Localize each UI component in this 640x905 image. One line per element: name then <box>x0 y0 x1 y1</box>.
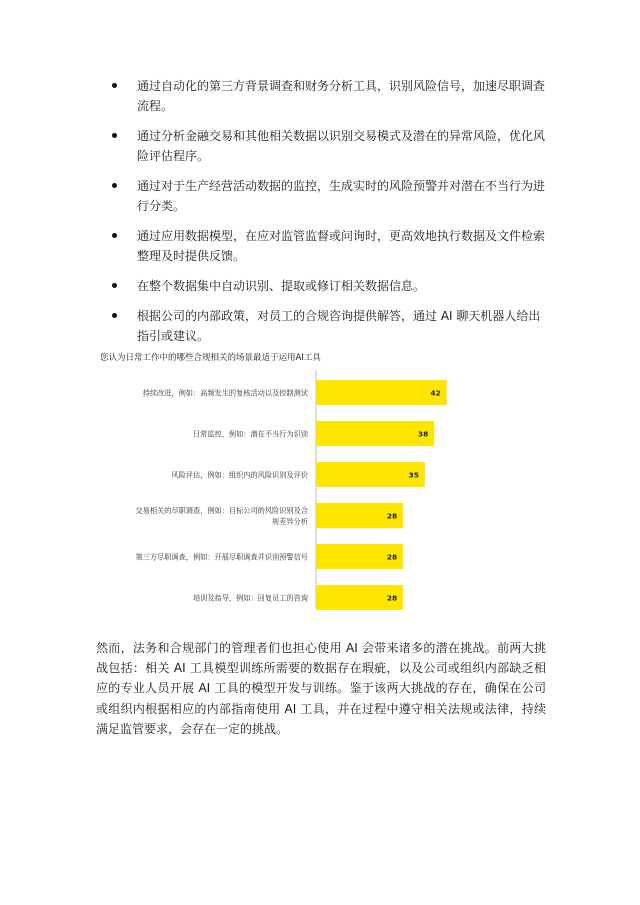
bullet-dot <box>112 313 117 318</box>
list-item <box>112 76 552 116</box>
chart-data-label: 28 <box>386 511 398 521</box>
chart-bar <box>316 380 447 405</box>
bullet-dot <box>112 183 117 188</box>
chart-data-label: 38 <box>417 429 429 439</box>
list-item-text: 通过分析金融交易和其他相关数据以识别交易模式及潜在的异常风险，优化风险评估程序。 <box>137 129 546 163</box>
list-item <box>112 306 552 346</box>
bullet-dot <box>112 283 117 288</box>
list-item-text: 通过对于生产经营活动数据的监控，生成实时的风险预警并对潜在不当行为进行分类。 <box>137 179 546 213</box>
list-item <box>112 176 552 216</box>
chart-category-label: 风险评估，例如：组织内的风险识别及评价 <box>171 470 308 480</box>
chart-data-label: 35 <box>408 470 419 480</box>
list-item-text: 根据公司的内部政策，对员工的合规咨询提供解答，通过 AI 聊天机器人给出指引或建议。 <box>137 309 541 343</box>
list-item <box>112 126 552 166</box>
chart-bar <box>316 421 434 446</box>
chart-category-label: 培训及指导，例如：回复员工的咨询 <box>192 593 308 603</box>
bullet-dot <box>112 133 117 138</box>
chart-title: 您认为日常工作中的哪些合规相关的场景最适于运用AI工具 <box>100 353 321 363</box>
chart-category-label: 交易相关的尽职调查，例如：目标公司的风险识别及合 <box>135 506 308 515</box>
chart-category-label: 日常监控，例如：潜在不当行为识别 <box>192 429 308 439</box>
list-item-text: 在整个数据集中自动识别、提取或修订相关数据信息。 <box>137 279 426 293</box>
list-item <box>112 276 552 296</box>
list-item <box>112 226 552 266</box>
bullet-dot <box>112 233 117 238</box>
chart-data-label: 42 <box>430 388 441 398</box>
list-item-text: 通过自动化的第三方背景调查和财务分析工具，识别风险信号，加速尽职调查流程。 <box>137 79 546 113</box>
chart-data-label: 28 <box>386 593 398 603</box>
body-paragraph: 然而，法务和合规部门的管理者们也担心使用 AI 会带来诸多的潜在挑战。前两大挑战包括：相关 AI 工具模型训练所需要的数据存在瑕疵，以及公司或组织内部缺乏相应的专业人员开展 AI 工具的模型开发与训练。鉴于该两大挑战的存在，确保在公司或组织内根据相应的内部指南使用 AI 工具，并在过程中遵守相关法规或法律，持续满足监管要求，会存在一定的挑战。 <box>96 641 546 736</box>
bullet-list <box>112 76 552 356</box>
bar-chart <box>96 368 441 618</box>
bullet-dot <box>112 83 117 88</box>
chart-data-label: 28 <box>386 552 398 562</box>
chart-category-label: 规差异分析 <box>272 517 308 526</box>
chart-category-label: 第三方尽职调查，例如：开展尽职调查并识别预警信号 <box>135 552 308 562</box>
list-item-text: 通过应用数据模型，在应对监管监督或问询时，更高效地执行数据及文件检索整理及时提供反馈。 <box>137 229 546 263</box>
chart-category-label: 持续改进，例如：高频发生的复核活动以及控制测试 <box>142 388 308 398</box>
